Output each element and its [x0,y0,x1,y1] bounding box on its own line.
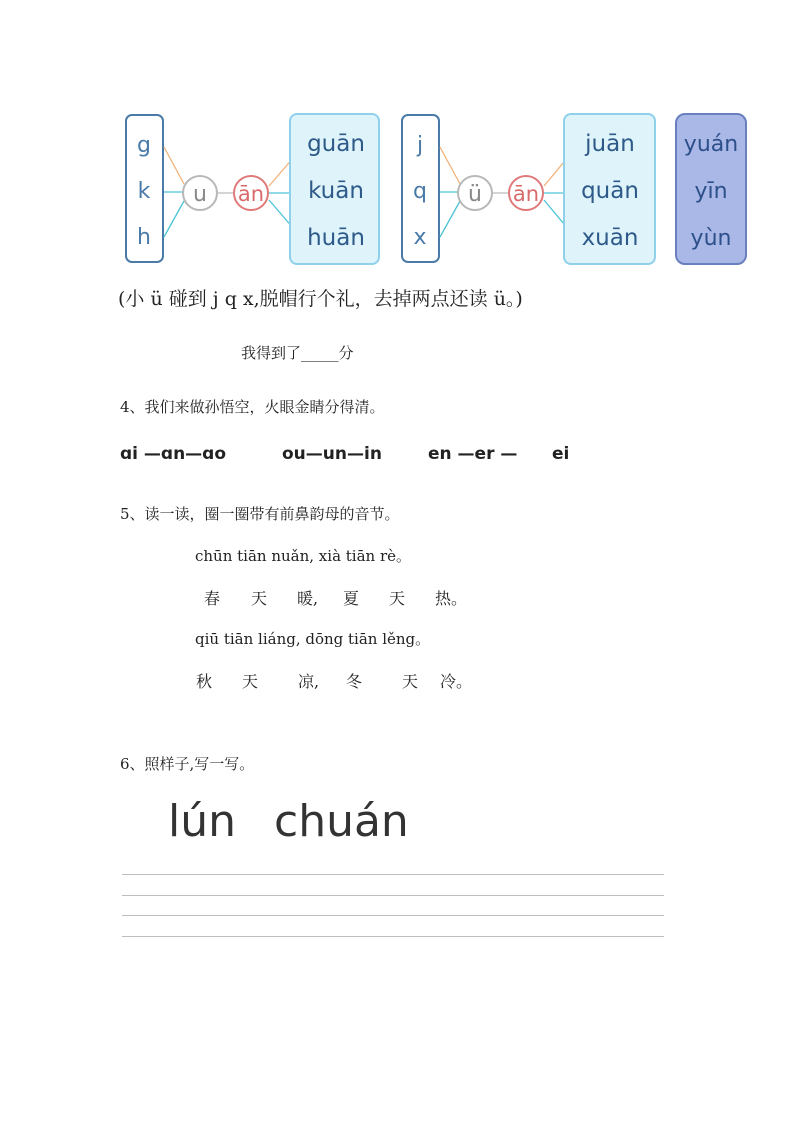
hanzi: 天 [402,672,419,691]
initial-j: j [416,133,424,158]
hanzi-line-2 [196,669,472,692]
arrow-line [164,201,184,237]
result-juan: juān [585,131,635,157]
result-quan: quān [581,178,639,204]
hanzi: 夏 [343,589,360,608]
question-6-title: 6、照样子,写一写。 [120,755,255,773]
hanzi: 天 [389,589,406,608]
pinyin-line-1: chūn tiān nuǎn, xià tiān rè。 [195,547,412,565]
pinyin-spelling-diagram [120,108,752,270]
whole-yin: yīn [694,179,728,204]
hanzi: 天 [242,672,259,691]
final-an-2: ān [512,182,540,206]
whole-yun: yùn [690,226,732,251]
hanzi: 天 [251,589,268,608]
result-kuan: kuān [308,178,364,204]
initial-g: g [137,133,151,158]
initial-k: k [137,179,151,204]
pair-group: ɑi —ɑn—ɑo [120,444,227,464]
result-guan: guān [307,131,365,157]
arrow-line [164,147,184,184]
pair-group: ou—un—in [282,444,382,464]
hanzi: 春 [204,589,221,608]
final-pairs [120,444,569,464]
pinyin-line-2: qiū tiān liáng, dōng tiān lěng。 [195,630,431,648]
question-5-title: 5、读一读，圈一圈带有前鼻韵母的音节。 [120,505,400,523]
medial-u-umlaut: ü [468,182,482,207]
final-an: ān [237,182,265,206]
initial-x: x [413,225,427,250]
pair-group: en —er — [428,444,518,464]
result-huan: huān [307,225,365,251]
initial-h: h [137,225,151,250]
initial-q: q [413,179,427,204]
whole-yuan: yuán [683,132,739,157]
hanzi-line-1 [204,586,467,609]
hanzi: 冬 [346,672,363,691]
arrow-line [440,147,460,184]
writing-line [122,895,664,896]
sample-syllable-lun: lún [168,796,236,847]
rule-note: (小 ü 碰到 j q x,脱帽行个礼，去掉两点还读 ü。) [118,288,523,310]
writing-line [122,936,664,937]
hanzi: 秋 [196,672,213,691]
hanzi: 凉, [298,672,320,691]
medial-u: u [193,182,207,207]
hanzi: 暖, [297,589,319,608]
hanzi: 冷。 [440,672,473,691]
sample-syllable-chuan: chuán [274,796,409,847]
question-4-title: 4、我们来做孙悟空，火眼金睛分得清。 [120,398,385,416]
arrow-line [440,201,460,237]
pair-group: ei [552,444,570,464]
score-line: 我得到了_____分 [241,344,354,362]
result-xuan: xuān [581,225,639,251]
writing-line [122,874,664,875]
writing-line [122,915,664,916]
hanzi: 热。 [435,589,468,608]
